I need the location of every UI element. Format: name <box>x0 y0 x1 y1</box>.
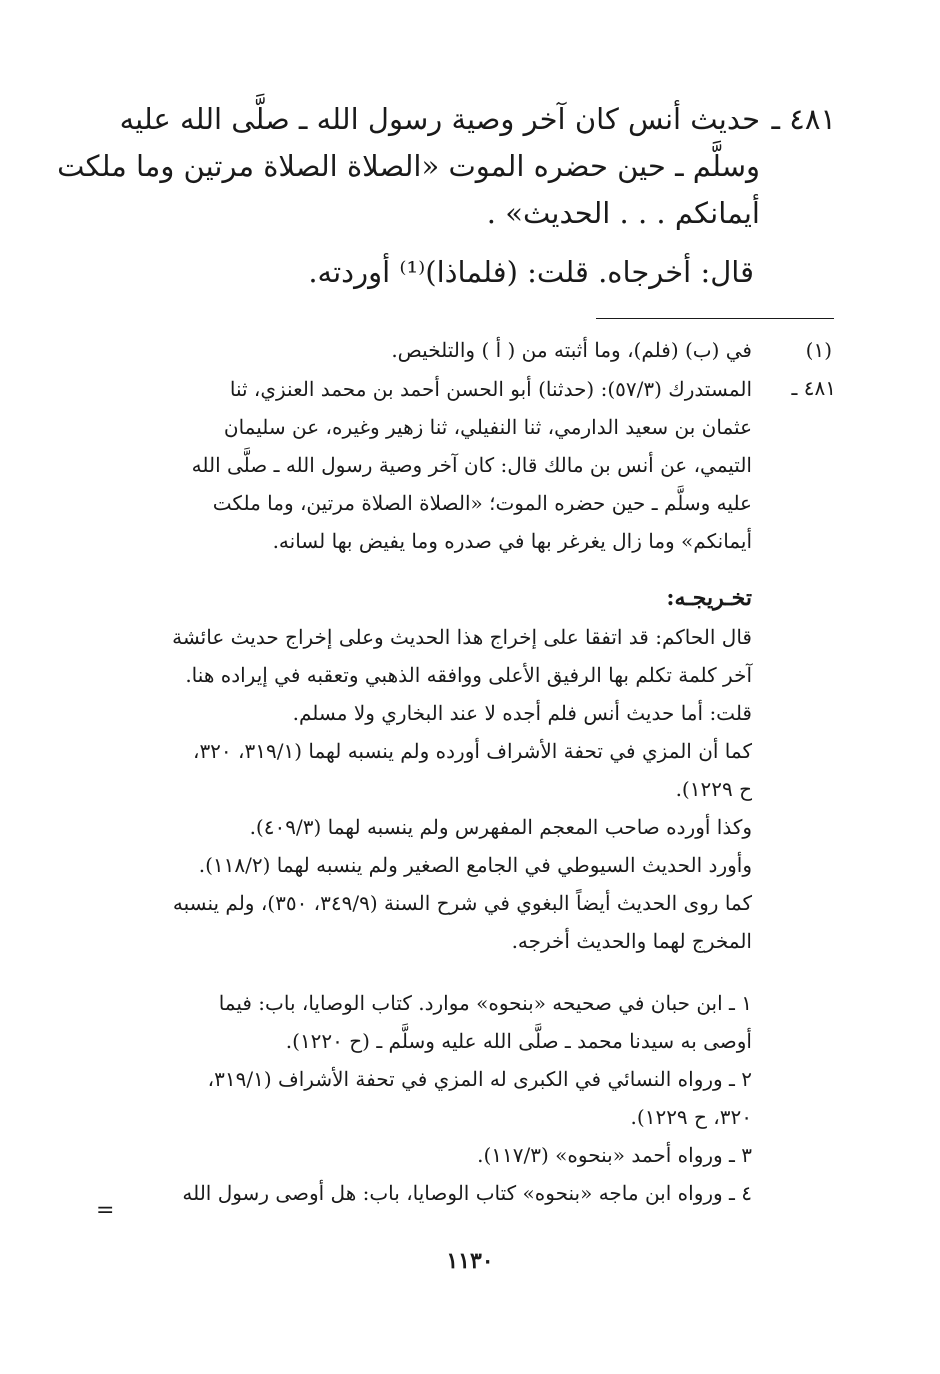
takhrij-sources <box>136 984 752 1212</box>
source-item: ٤ ـ ورواه ابن ماجه «بنحوه» كتاب الوصايا، باب: هل أوصى رسول الله <box>182 1181 752 1205</box>
footnote-481-line: عثمان بن سعيد الدارمي، ثنا النفيلي، ثنا زهير وغيره، عن سليمان <box>223 415 752 439</box>
footnote-separator <box>596 318 834 319</box>
hadith-number <box>772 96 836 143</box>
hadith-line-1: حديث أنس كان آخر وصية رسول الله ـ صلَّى الله عليه <box>119 102 760 136</box>
takhrij-line: ح ١٢٢٩). <box>675 777 752 801</box>
hadith-number-text: ٤٨١ ـ <box>771 102 836 136</box>
footnote-1-text: في (ب) (فلم)، وما أثبته من ( أ ) والتلخيص. <box>391 338 752 362</box>
footnote-481-line: عليه وسلَّم ـ حين حضره الموت؛ «الصلاة الصلاة مرتين، وما ملكت <box>212 491 752 515</box>
hadith-line-2: وسلَّم ـ حين حضره الموت «الصلاة الصلاة مرتين وما ملكت <box>57 149 760 183</box>
source-item: أوصى به سيدنا محمد ـ صلَّى الله عليه وسلَّم ـ (ح ١٢٢٠). <box>285 1029 752 1053</box>
hadith-text <box>57 96 760 237</box>
footnote-481-line: التيمي، عن أنس بن مالك قال: كان آخر وصية رسول الله ـ صلَّى الله <box>191 453 752 477</box>
footnote-481-number: ٤٨١ ـ <box>791 376 836 400</box>
takhrij-line: وكذا أورده صاحب المعجم المفهرس ولم ينسبه لهما (٤٠٩/٣). <box>249 815 752 839</box>
takhrij-line: قال الحاكم: قد اتفقا على إخراج هذا الحديث وعلى إخراج حديث عائشة <box>172 625 752 649</box>
takhrij-body <box>136 618 752 960</box>
takhrij-line: آخر كلمة تكلم بها الرفيق الأعلى ووافقه الذهبي وتعقبه في إيراده هنا. <box>185 663 752 687</box>
continuation-mark: = <box>96 1198 115 1223</box>
hadith-line-3: أيمانكم . . . الحديث» . <box>486 196 760 230</box>
takhrij-line: المخرج لهما والحديث أخرجه. <box>511 929 752 953</box>
takhrij-line: كما روى الحديث أيضاً البغوي في شرح السنة (٣٤٩/٩، ٣٥٠)، ولم ينسبه <box>172 891 752 915</box>
source-item: ١ ـ ابن حبان في صحيحه «بنحوه» موارد. كتاب الوصايا، باب: فيما <box>218 991 752 1015</box>
footnote-481-line: المستدرك (٥٧/٣): (حدثنا) أبو الحسن أحمد بن محمد العنزي، ثنا <box>229 377 752 401</box>
source-item: ٢ ـ ورواه النسائي في الكبرى له المزي في تحفة الأشراف (٣١٩/١، <box>207 1067 752 1091</box>
footnote-1-number: (١) <box>805 338 832 362</box>
takhrij-heading: تخـريجـه: <box>666 585 752 611</box>
page-number: ١١٣٠ <box>446 1248 494 1274</box>
footnote-481-text <box>182 370 752 560</box>
qal-line: قال: أخرجاه. قلت: (فلماذا)⁽¹⁾ أوردته. <box>308 255 754 289</box>
source-item: ٣٢٠، ح ١٢٢٩). <box>630 1105 752 1129</box>
takhrij-line: كما أن المزي في تحفة الأشراف أورده ولم ينسبه لهما (٣١٩/١، ٣٢٠، <box>192 739 752 763</box>
footnote-481-line: أيمانكم» وما زال يغرغر بها في صدره وما يفيض بها لسانه. <box>272 529 752 553</box>
takhrij-line: وأورد الحديث السيوطي في الجامع الصغير ولم ينسبه لهما (١١٨/٢). <box>198 853 752 877</box>
takhrij-line: قلت: أما حديث أنس فلم أجده لا عند البخاري ولا مسلم. <box>292 701 752 725</box>
source-item: ٣ ـ ورواه أحمد «بنحوه» (١١٧/٣). <box>477 1143 752 1167</box>
